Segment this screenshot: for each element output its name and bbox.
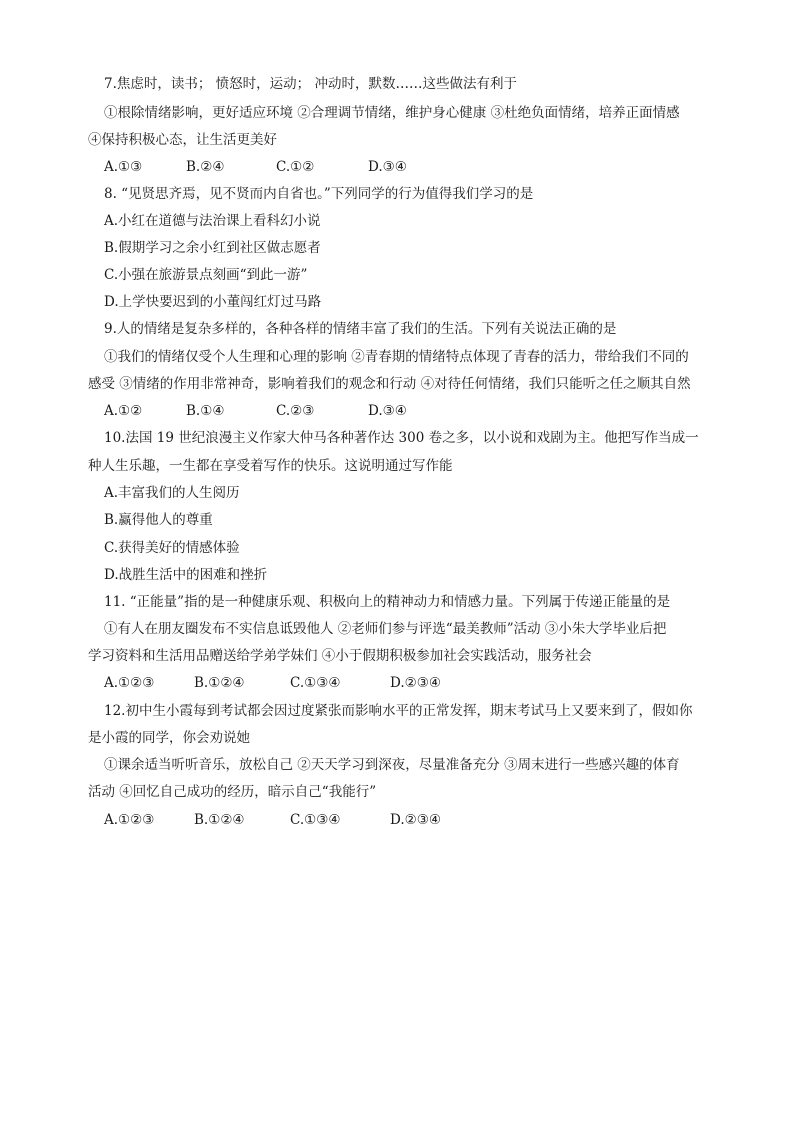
option-d: D.③④ (368, 159, 407, 175)
question-10-option-d: D.战胜生活中的困难和挫折 (104, 567, 268, 583)
option-d: D.②③④ (390, 812, 441, 828)
question-8-option-b: B.假期学习之余小红到社区做志愿者 (104, 240, 321, 256)
question-12-stem: 12.初中生小霞每到考试都会因过度紧张而影响水平的正常发挥，期末考试马上又要来到了，假如你 (104, 703, 693, 719)
option-d: D.②③④ (390, 675, 441, 691)
question-7-statement-line-2: ④保持积极心态，让生活更美好 (88, 132, 277, 148)
question-9-statement-line-2: 感受 ③情绪的作用非常神奇，影响着我们的观念和行动 ④对待任何情绪，我们只能听之任之顺其自然 (88, 376, 691, 392)
option-c: C.①③④ (290, 675, 341, 691)
option-c: C.①③④ (290, 812, 341, 828)
option-c: C.②③ (276, 403, 315, 419)
option-c: C.①② (276, 159, 315, 175)
question-12-stem-continued: 是小霞的同学，你会劝说她 (88, 730, 250, 746)
question-12-statement-line-2: 活动 ④回忆自己成功的经历，暗示自己“我能行” (88, 784, 377, 800)
question-8-stem: 8. “见贤思齐焉，见不贤而内自省也。”下列同学的行为值得我们学习的是 (104, 186, 534, 202)
option-a: A.①②③ (104, 812, 155, 828)
question-9-statement-line-1: ①我们的情绪仅受个人生理和心理的影响 ②青春期的情绪特点体现了青春的活力，带给我们不同的 (104, 349, 689, 365)
question-9-stem: 9.人的情绪是复杂多样的，各种各样的情绪丰富了我们的生活。下列有关说法正确的是 (104, 321, 617, 337)
question-8-option-a: A.小红在道德与法治课上看科幻小说 (104, 213, 321, 229)
question-10-stem-continued: 种人生乐趣，一生都在享受着写作的快乐。这说明通过写作能 (88, 458, 453, 474)
question-11-statement-line-1: ①有人在朋友圈发布不实信息诋毁他人 ②老师们参与评选“最美教师”活动 ③小朱大学毕业后把 (104, 621, 667, 637)
option-b: B.①②④ (194, 812, 245, 828)
question-10-option-c: C.获得美好的情感体验 (104, 540, 240, 556)
option-a: A.①② (104, 403, 143, 419)
option-d: D.③④ (368, 403, 407, 419)
question-7-statement-line-1: ①根除情绪影响，更好适应环境 ②合理调节情绪，维护身心健康 ③杜绝负面情绪，培养正面情感 (104, 105, 680, 121)
option-b: B.②④ (186, 159, 225, 175)
question-10-stem: 10.法国 19 世纪浪漫主义作家大仲马各种著作达 300 卷之多，以小说和戏剧为主。他把写作当成一 (104, 430, 699, 446)
option-b: B.①②④ (194, 675, 245, 691)
question-8-option-d: D.上学快要迟到的小董闯红灯过马路 (104, 294, 322, 310)
question-11-statement-line-2: 学习资料和生活用品赠送给学弟学妹们 ④小于假期积极参加社会实践活动，服务社会 (88, 648, 592, 664)
question-10-option-b: B.赢得他人的尊重 (104, 512, 213, 528)
option-a: A.①③ (104, 159, 143, 175)
option-a: A.①②③ (104, 675, 155, 691)
question-7-stem: 7.焦虑时，读书； 愤怒时，运动； 冲动时，默数……这些做法有利于 (104, 76, 517, 92)
question-8-option-c: C.小强在旅游景点刻画“到此一游” (104, 267, 308, 283)
question-11-stem: 11. “正能量”指的是一种健康乐观、积极向上的精神动力和情感力量。下列属于传递正能量的是 (104, 594, 671, 610)
question-10-option-a: A.丰富我们的人生阅历 (104, 485, 240, 501)
option-b: B.①④ (186, 403, 225, 419)
question-12-statement-line-1: ①课余适当听听音乐，放松自己 ②天天学习到深夜，尽量准备充分 ③周末进行一些感兴趣的体育 (104, 757, 680, 773)
